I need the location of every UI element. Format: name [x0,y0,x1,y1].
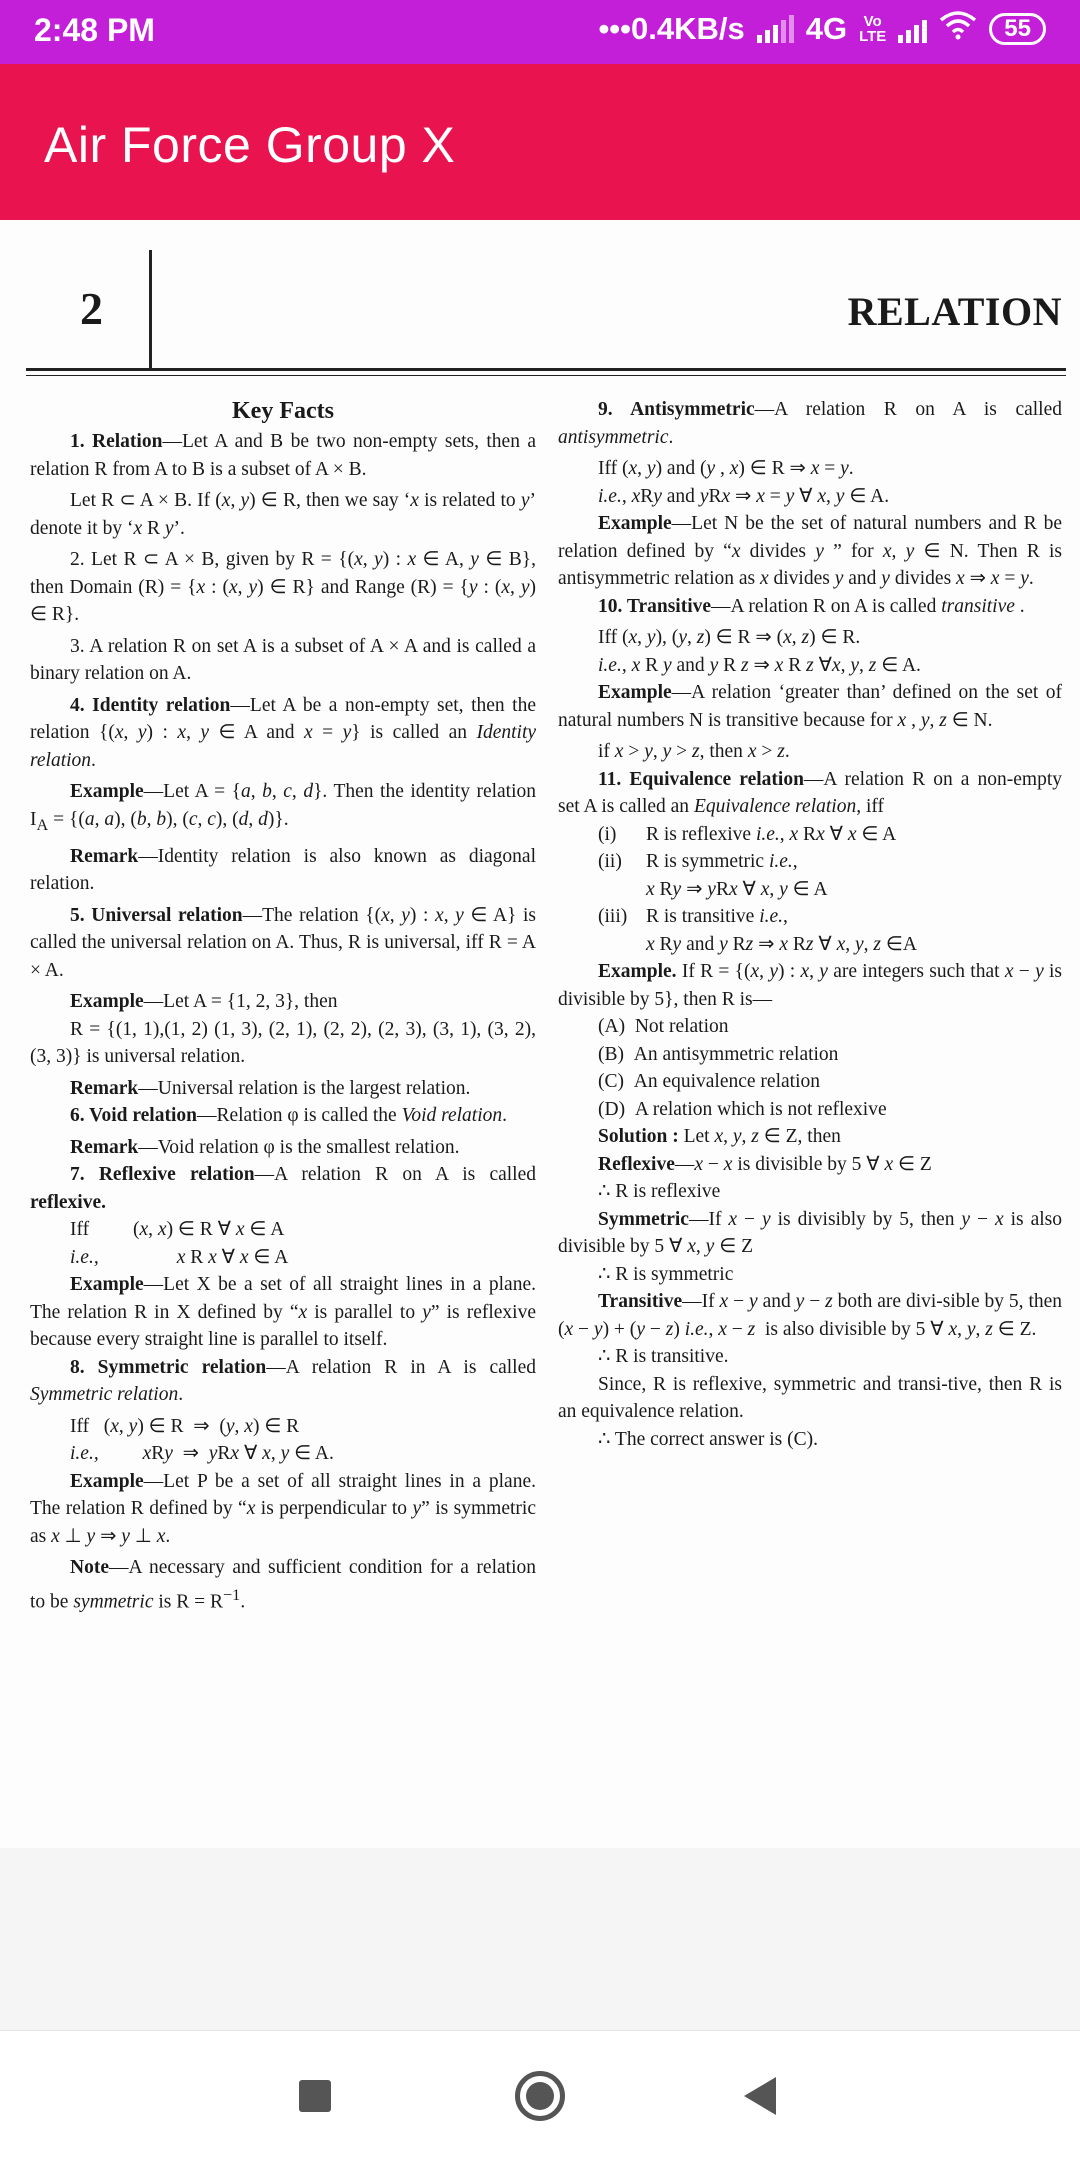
chapter-divider-vertical [149,250,152,370]
paragraph [558,821,1062,849]
paragraph: 11. Equivalence relation—A relation R on a non-empty set A is called an Equivalence relation, iff [558,768,1062,817]
paragraph [558,848,1062,876]
paragraph: i.e., xRy ⇒ yRx ∀ x, y ∈ A. [70,1443,334,1465]
paragraph: Example—Let P be a set of all straight lines in a plane. The relation R defined by “x is perpendicular to y” is symmetric as x ⊥ y ⇒ y ⊥ x. [30,1470,536,1547]
paragraph: 5. Universal relation—The relation {(x, y) : x, y ∈ A} is called the universal relation on A. Thus, R is universal, iff R = A × A. [30,904,537,981]
empty-area [0,1848,1080,2030]
key-facts-heading: Key Facts [232,398,334,424]
app-bar [0,64,1080,220]
list-label: (iii) [598,906,628,927]
paragraph: Iff (x, x) ∈ R ∀ x ∈ A [70,1219,285,1241]
status-indicators [598,10,1046,48]
paragraph: Remark—Identity relation is also known as diagonal relation. [30,845,536,895]
chapter-rule-thin [26,375,1066,376]
wifi-icon [939,10,977,48]
circle-home-icon [515,2071,565,2121]
left-column [30,396,536,1616]
paragraph: Iff (x, y), (y, z) ∈ R ⇒ (x, z) ∈ R. [598,627,861,648]
paragraph: i.e., x R x ∀ x ∈ A [70,1246,289,1268]
paragraph: if x > y, y > z, then x > z. [598,741,790,762]
paragraph: Remark—Universal relation is the largest relation. [70,1077,471,1099]
paragraph: (B) An antisymmetric relation [598,1043,839,1065]
status-bar [0,0,1080,64]
paragraph: Reflexive—x − x is divisible by 5 ∀ x ∈ Z [598,1153,932,1175]
square-recents-icon [299,2080,331,2112]
app-title: Air Force Group X [44,117,456,173]
signal-strength-icon-2 [898,15,927,43]
paragraph: Example—A relation ‘greater than’ defined on the set of natural numbers N is transitive because for x , y, z ∈ N. [558,682,1062,731]
volte-bottom: LTE [859,28,887,45]
document-page[interactable] [0,220,1080,1848]
chapter-title: RELATION [847,289,1062,334]
signal-strength-icon [757,15,794,43]
list-text: R is symmetric i.e., [646,851,798,872]
paragraph: x Ry ⇒ yRx ∀ x, y ∈ A [646,878,828,900]
paragraph: Since, R is reflexive, symmetric and transi-tive, then R is an equivalence relation. [558,1373,1062,1422]
paragraph: 9. Antisymmetric—A relation R on A is called antisymmetric. [558,399,1062,448]
paragraph: Symmetric—If x − y is divisibly by 5, then y − x is also divisible by 5 ∀ x, y ∈ Z [558,1208,1063,1257]
paragraph: (A) Not relation [598,1016,729,1037]
paragraph: 4. Identity relation—Let A be a non-empty set, then the relation {(x, y) : x, y ∈ A and x = y} is called an Identity relation. [30,694,537,771]
paragraph: 10. Transitive—A relation R on A is called transitive . [598,595,1025,617]
paragraph: Example—Let A = {1, 2, 3}, then [70,991,338,1013]
list-label: (ii) [598,851,622,872]
paragraph: ∴ R is reflexive [598,1181,721,1202]
recents-button[interactable] [245,2031,385,2160]
navigation-bar [0,2030,1080,2160]
paragraph: Iff (x, y) and (y , x) ∈ R ⇒ x = y. [598,458,854,479]
paragraph: Transitive—If x − y and y − z both are divi-sible by 5, then (x − y) + (y − z) i.e., x − z is also divisible by 5 ∀ x, y, z ∈ Z. [558,1291,1063,1340]
paragraph: ∴ R is transitive. [598,1346,729,1367]
paragraph: (C) An equivalence relation [598,1071,820,1092]
paragraph: 8. Symmetric relation—A relation R in A is called Symmetric relation. [30,1356,536,1406]
network-speed: •••0.4KB/s [598,11,745,46]
paragraph: Example—Let X be a set of all straight lines in a plane. The relation R in X defined by “x is parallel to y” is reflexive because every straight line is parallel to itself. [30,1274,536,1351]
battery-level: 55 [989,13,1046,45]
list-text: R is reflexive i.e., x Rx ∀ x ∈ A [646,823,897,845]
paragraph: Iff (x, y) ∈ R ⇒ (y, x) ∈ R [70,1415,300,1437]
paragraph: (D) A relation which is not reflexive [598,1098,887,1120]
paragraph: ∴ R is symmetric [598,1263,734,1285]
paragraph: i.e., xRy and yRx ⇒ x = y ∀ x, y ∈ A. [598,485,890,507]
volte-top: Vo [863,13,882,30]
paragraph: Let R ⊂ A × B. If (x, y) ∈ R, then we say ‘x is related to y’ denote it by ‘x R y’. [30,490,536,539]
list-label: (i) [598,823,617,845]
paragraph: Note—A necessary and sufficient condition for a relation to be symmetric is $R = R^{-1}$. [30,1557,536,1613]
paragraph [558,903,1062,931]
paragraph: x Ry and y Rz ⇒ x Rz ∀ x, y, z ∈A [646,933,917,955]
status-time: 2:48 PM [34,12,155,48]
paragraph: 2. Let R ⊂ A × B, given by R = {(x, y) : x ∈ A, y ∈ B}, then Domain (R) = {x : (x, y) ∈ R} and Range (R) = {y : (x, y) ∈ R}. [30,549,537,625]
paragraph: Example—Let A = {a, b, c, d}. Then the identity relation $I_A = \{(a$, a), (b, b), (c, c), (d, d)}. [30,781,537,834]
paragraph: Example. If R = {(x, y) : x, y are integers such that x − y is divisible by 5}, then R is— [558,961,1063,1010]
volte-icon [859,14,886,44]
paragraph: ∴ The correct answer is (C). [598,1428,818,1450]
paragraph: 3. A relation R on set A is a subset of A × A and is called a binary relation on A. [30,635,536,684]
chapter-rule [26,368,1066,371]
paragraph: i.e., x R y and y R z ⇒ x R z ∀x, y, z ∈ A. [598,654,921,676]
paragraph: Solution : Let x, y, z ∈ Z, then [598,1126,841,1147]
right-column [558,396,1062,1453]
paragraph: Example—Let N be the set of natural numbers and R be relation defined by “x divides y ” for x, y ∈ N. Then R is antisymmetric relation as x divides y and y divides x ⇒ x = y. [558,513,1062,589]
paragraph: Remark—Void relation φ is the smallest relation. [70,1136,460,1158]
paragraph: 1. Relation—Let A and B be two non-empty sets, then a relation R from A to B is a subset of A × B. [30,431,536,480]
network-type: 4G [805,11,848,46]
paragraph: R = {(1, 1),(1, 2) (1, 3), (2, 1), (2, 2), (2, 3), (3, 1), (3, 2), (3, 3)} is universal relation. [30,1018,536,1068]
paragraph: 7. Reflexive relation—A relation R on A is called reflexive. [30,1164,536,1213]
back-button[interactable] [690,2031,830,2160]
paragraph: 6. Void relation—Relation φ is called the Void relation. [70,1105,508,1127]
home-button[interactable] [470,2031,610,2160]
list-text: R is transitive i.e., [646,906,788,927]
chapter-number: 2 [80,283,103,334]
triangle-back-icon [744,2077,776,2115]
